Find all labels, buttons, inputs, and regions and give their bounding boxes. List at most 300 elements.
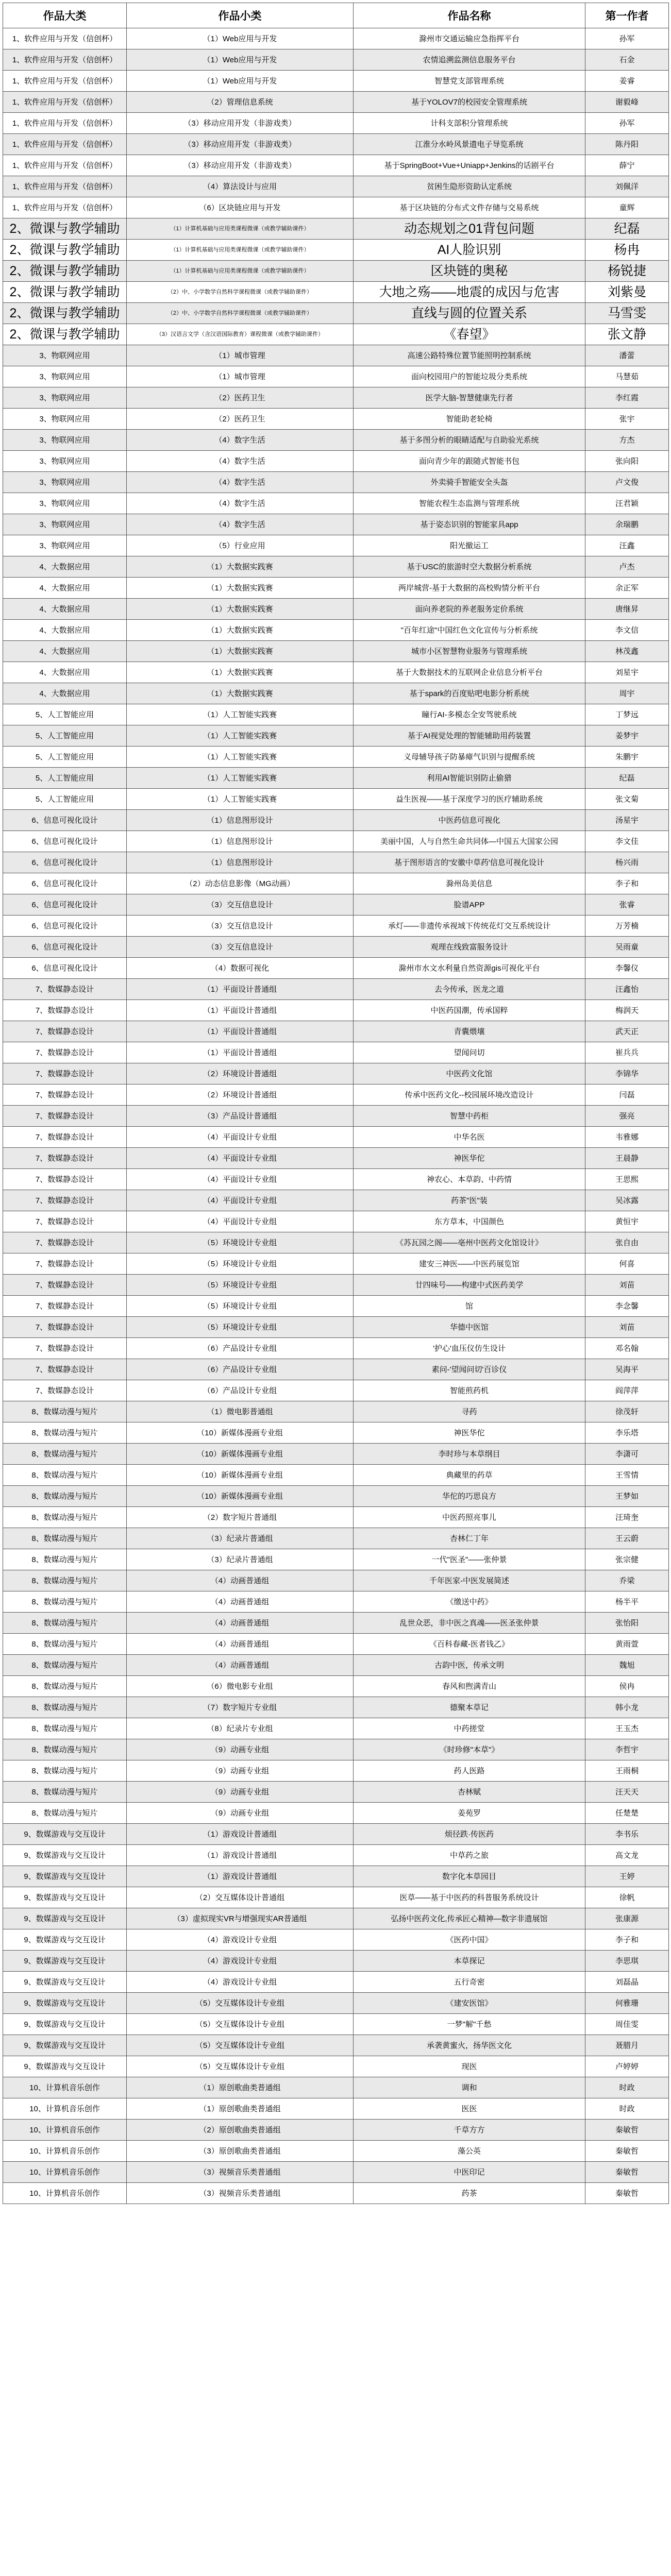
cell-subcategory: （10）新媒体漫画专业组	[127, 1465, 354, 1486]
cell-first-author: 秦敏哲	[585, 2141, 669, 2162]
cell-first-author: 石金	[585, 49, 669, 71]
cell-first-author: 周宇	[585, 683, 669, 704]
cell-category: 7、数媒静态设计	[3, 1148, 127, 1169]
cell-category: 7、数媒静态设计	[3, 1317, 127, 1338]
cell-work-title: 调和	[354, 2077, 585, 2098]
cell-first-author: 李文佳	[585, 831, 669, 852]
table-row	[3, 1253, 669, 1275]
table-row	[3, 1845, 669, 1866]
cell-work-title: 智慧中药柜	[354, 1106, 585, 1127]
table-row	[3, 1211, 669, 1232]
cell-category: 7、数媒静态设计	[3, 1380, 127, 1401]
table-row	[3, 894, 669, 916]
cell-first-author: 杨半平	[585, 1591, 669, 1613]
table-row	[3, 1972, 669, 1993]
table-row	[3, 2162, 669, 2183]
cell-subcategory: （3）纪录片普通组	[127, 1528, 354, 1549]
table-row	[3, 599, 669, 620]
cell-work-title: 《医药中国》	[354, 1929, 585, 1951]
cell-work-title: 建安三神医——中医药展览馆	[354, 1253, 585, 1275]
cell-category: 7、数媒静态设计	[3, 1211, 127, 1232]
cell-subcategory: （1）原创歌曲类普通组	[127, 2077, 354, 2098]
cell-work-title: 神医华佗	[354, 1422, 585, 1444]
cell-category: 7、数媒静态设计	[3, 1275, 127, 1296]
cell-work-title: 古韵中医，传承文明	[354, 1655, 585, 1676]
table-row	[3, 725, 669, 747]
cell-category: 7、数媒静态设计	[3, 1169, 127, 1190]
cell-category: 9、数媒游戏与交互设计	[3, 2056, 127, 2077]
cell-subcategory: （2）数字短片普通组	[127, 1507, 354, 1528]
cell-category: 4、大数据应用	[3, 620, 127, 641]
table-row	[3, 1169, 669, 1190]
cell-category: 3、物联网应用	[3, 451, 127, 472]
cell-work-title: 面向校园用户的智能垃圾分类系统	[354, 366, 585, 387]
cell-category: 8、数媒动漫与短片	[3, 1718, 127, 1739]
cell-category: 8、数媒动漫与短片	[3, 1422, 127, 1444]
table-row	[3, 620, 669, 641]
cell-category: 1、软件应用与开发（信创杯）	[3, 134, 127, 155]
cell-work-title: 《春望》	[354, 324, 585, 345]
cell-work-title: 现医	[354, 2056, 585, 2077]
results-table-wrapper	[3, 3, 669, 2204]
cell-work-title: 药人医路	[354, 1760, 585, 1782]
table-row	[3, 1021, 669, 1042]
cell-subcategory: （2）中、小学数学自然科学课程微课（或教学辅助课件）	[127, 303, 354, 324]
cell-first-author: 张怡阳	[585, 1613, 669, 1634]
table-row	[3, 1084, 669, 1106]
cell-subcategory: （1）平面设计普通组	[127, 1021, 354, 1042]
cell-work-title: 两岸城营-基于大数据的高校购情分析平台	[354, 578, 585, 599]
cell-category: 7、数媒静态设计	[3, 1063, 127, 1084]
cell-subcategory: （3）视频音乐类普通组	[127, 2162, 354, 2183]
header-work-title: 作品名称	[354, 3, 585, 28]
table-row	[3, 155, 669, 176]
cell-subcategory: （4）平面设计专业组	[127, 1211, 354, 1232]
table-row	[3, 1000, 669, 1021]
table-row	[3, 1063, 669, 1084]
cell-work-title: 药茶	[354, 2183, 585, 2204]
cell-subcategory: （3）交互信息设计	[127, 937, 354, 958]
cell-category: 7、数媒静态设计	[3, 979, 127, 1000]
cell-category: 6、信息可视化设计	[3, 916, 127, 937]
cell-category: 9、数媒游戏与交互设计	[3, 2014, 127, 2035]
cell-first-author: 汪琦奎	[585, 1507, 669, 1528]
table-row	[3, 873, 669, 894]
table-row	[3, 578, 669, 599]
cell-subcategory: （4）平面设计专业组	[127, 1190, 354, 1211]
cell-work-title: 智能农程生态监测与管理系统	[354, 493, 585, 514]
cell-first-author: 王雨桐	[585, 1760, 669, 1782]
cell-work-title: 姜苑罗	[354, 1803, 585, 1824]
cell-category: 6、信息可视化设计	[3, 937, 127, 958]
cell-subcategory: （4）平面设计专业组	[127, 1127, 354, 1148]
cell-subcategory: （1）信息图形设计	[127, 852, 354, 873]
cell-category: 8、数媒动漫与短片	[3, 1803, 127, 1824]
cell-first-author: 汪天天	[585, 1782, 669, 1803]
cell-work-title: 基于区块链的分布式文件存储与交易系统	[354, 197, 585, 218]
cell-first-author: 童辉	[585, 197, 669, 218]
cell-category: 1、软件应用与开发（信创杯）	[3, 155, 127, 176]
cell-subcategory: （4）游戏设计专业组	[127, 1972, 354, 1993]
cell-first-author: 刘星宇	[585, 662, 669, 683]
header-subcategory: 作品小类	[127, 3, 354, 28]
cell-first-author: 唐继昇	[585, 599, 669, 620]
cell-category: 4、大数据应用	[3, 599, 127, 620]
cell-first-author: 陈丹阳	[585, 134, 669, 155]
cell-first-author: 徐帆	[585, 1887, 669, 1908]
cell-subcategory: （9）动画专业组	[127, 1760, 354, 1782]
cell-first-author: 刘佩洋	[585, 176, 669, 197]
cell-work-title: 高速公路特殊位置节能照明控制系统	[354, 345, 585, 366]
cell-first-author: 纪磊	[585, 768, 669, 789]
cell-subcategory: （3）移动应用开发（非游戏类）	[127, 155, 354, 176]
cell-category: 9、数媒游戏与交互设计	[3, 1993, 127, 2014]
table-row	[3, 747, 669, 768]
table-row	[3, 1655, 669, 1676]
cell-work-title: 望闻问切	[354, 1042, 585, 1063]
cell-category: 3、物联网应用	[3, 535, 127, 556]
cell-work-title: 中医药信息可视化	[354, 810, 585, 831]
table-header	[3, 3, 669, 28]
cell-work-title: 《建安医馆》	[354, 1993, 585, 2014]
cell-first-author: 李文信	[585, 620, 669, 641]
cell-work-title: 《百科春藏-医者钱乙》	[354, 1634, 585, 1655]
cell-first-author: 李馨仪	[585, 958, 669, 979]
table-row	[3, 282, 669, 303]
table-row	[3, 1613, 669, 1634]
cell-subcategory: （6）产品设计专业组	[127, 1359, 354, 1380]
cell-work-title: 去今传承，医龙之道	[354, 979, 585, 1000]
table-row	[3, 1106, 669, 1127]
cell-first-author: 黄恒宇	[585, 1211, 669, 1232]
cell-work-title: 医医	[354, 2098, 585, 2120]
cell-category: 6、信息可视化设计	[3, 873, 127, 894]
cell-subcategory: （4）平面设计专业组	[127, 1169, 354, 1190]
cell-first-author: 时政	[585, 2098, 669, 2120]
cell-category: 3、物联网应用	[3, 472, 127, 493]
cell-category: 10、计算机音乐创作	[3, 2141, 127, 2162]
cell-category: 10、计算机音乐创作	[3, 2120, 127, 2141]
cell-first-author: 万芳楠	[585, 916, 669, 937]
cell-category: 7、数媒静态设计	[3, 1000, 127, 1021]
table-row	[3, 1803, 669, 1824]
cell-work-title: 面向养老院的养老服务定价系统	[354, 599, 585, 620]
cell-first-author: 潘蕾	[585, 345, 669, 366]
cell-work-title: "百年红途"中国红色文化宣传与分析系统	[354, 620, 585, 641]
cell-category: 1、软件应用与开发（信创杯）	[3, 28, 127, 49]
cell-first-author: 周佳雯	[585, 2014, 669, 2035]
cell-subcategory: （8）纪录片专业组	[127, 1718, 354, 1739]
cell-subcategory: （1）大数据实践赛	[127, 556, 354, 578]
cell-category: 8、数媒动漫与短片	[3, 1697, 127, 1718]
cell-work-title: 中草药之旅	[354, 1845, 585, 1866]
cell-first-author: 强亮	[585, 1106, 669, 1127]
cell-subcategory: （1）Web应用与开发	[127, 49, 354, 71]
cell-first-author: 李锦华	[585, 1063, 669, 1084]
cell-subcategory: （4）平面设计专业组	[127, 1148, 354, 1169]
cell-first-author: 林茂鑫	[585, 641, 669, 662]
cell-work-title: 《缴送中药》	[354, 1591, 585, 1613]
cell-work-title: 传承中医药文化--校园展环境改造设计	[354, 1084, 585, 1106]
cell-subcategory: （5）交互媒体设计专业组	[127, 2056, 354, 2077]
table-row	[3, 1507, 669, 1528]
cell-first-author: 聂腊月	[585, 2035, 669, 2056]
cell-first-author: 张文静	[585, 324, 669, 345]
cell-first-author: 李哲宇	[585, 1739, 669, 1760]
cell-subcategory: （5）行业应用	[127, 535, 354, 556]
table-row	[3, 1338, 669, 1359]
table-row	[3, 1190, 669, 1211]
cell-work-title: 承袭黄蜜火，扬华医文化	[354, 2035, 585, 2056]
cell-work-title: 益生医视——基于深度学习的医疗辅助系统	[354, 789, 585, 810]
table-row	[3, 1232, 669, 1253]
cell-work-title: 华佗的巧思良方	[354, 1486, 585, 1507]
cell-subcategory: （1）大数据实践赛	[127, 620, 354, 641]
cell-first-author: 时政	[585, 2077, 669, 2098]
cell-subcategory: （1）游戏设计普通组	[127, 1824, 354, 1845]
cell-category: 8、数媒动漫与短片	[3, 1486, 127, 1507]
cell-category: 3、物联网应用	[3, 409, 127, 430]
cell-category: 9、数媒游戏与交互设计	[3, 1824, 127, 1845]
cell-first-author: 王云蔚	[585, 1528, 669, 1549]
cell-first-author: 秦敏哲	[585, 2183, 669, 2204]
cell-first-author: 谢毅峰	[585, 92, 669, 113]
cell-category: 7、数媒静态设计	[3, 1021, 127, 1042]
cell-first-author: 卢文俊	[585, 472, 669, 493]
cell-first-author: 孙军	[585, 28, 669, 49]
cell-category: 3、物联网应用	[3, 493, 127, 514]
cell-subcategory: （4）数字生活	[127, 451, 354, 472]
cell-category: 9、数媒游戏与交互设计	[3, 1845, 127, 1866]
cell-work-title: 利用AI智能识别防止偷猎	[354, 768, 585, 789]
cell-subcategory: （3）纪录片普通组	[127, 1549, 354, 1570]
cell-work-title: 智慧党支部管理系统	[354, 71, 585, 92]
cell-category: 8、数媒动漫与短片	[3, 1465, 127, 1486]
cell-subcategory: （10）新媒体漫画专业组	[127, 1422, 354, 1444]
cell-category: 8、数媒动漫与短片	[3, 1739, 127, 1760]
cell-subcategory: （3）原创歌曲类普通组	[127, 2141, 354, 2162]
header-first-author: 第一作者	[585, 3, 669, 28]
table-row	[3, 387, 669, 409]
cell-subcategory: （1）大数据实践赛	[127, 683, 354, 704]
cell-work-title: 千草方方	[354, 2120, 585, 2141]
table-row	[3, 1760, 669, 1782]
cell-work-title: '护心'血压仪仿生设计	[354, 1338, 585, 1359]
cell-work-title: 中医药照亮事儿	[354, 1507, 585, 1528]
table-row	[3, 1887, 669, 1908]
cell-first-author: 王梦如	[585, 1486, 669, 1507]
table-row	[3, 240, 669, 261]
cell-first-author: 朱鹏宇	[585, 747, 669, 768]
cell-subcategory: （3）交互信息设计	[127, 916, 354, 937]
cell-work-title: 基于YOLOV7的校园安全管理系统	[354, 92, 585, 113]
cell-subcategory: （4）算法设计与应用	[127, 176, 354, 197]
cell-category: 8、数媒动漫与短片	[3, 1528, 127, 1549]
cell-first-author: 闫磊	[585, 1084, 669, 1106]
table-row	[3, 92, 669, 113]
cell-work-title: 医学大脑-智慧健康先行者	[354, 387, 585, 409]
cell-subcategory: （2）原创歌曲类普通组	[127, 2120, 354, 2141]
cell-subcategory: （1）人工智能实践赛	[127, 747, 354, 768]
cell-first-author: 任楚楚	[585, 1803, 669, 1824]
cell-category: 9、数媒游戏与交互设计	[3, 1887, 127, 1908]
cell-subcategory: （4）游戏设计专业组	[127, 1951, 354, 1972]
table-row	[3, 1549, 669, 1570]
cell-first-author: 李乐塔	[585, 1422, 669, 1444]
cell-category: 5、人工智能应用	[3, 725, 127, 747]
cell-first-author: 武天正	[585, 1021, 669, 1042]
cell-category: 3、物联网应用	[3, 366, 127, 387]
table-row	[3, 2056, 669, 2077]
cell-category: 7、数媒静态设计	[3, 1359, 127, 1380]
cell-subcategory: （5）交互媒体设计专业组	[127, 2035, 354, 2056]
cell-subcategory: （4）数字生活	[127, 430, 354, 451]
cell-first-author: 薛宁	[585, 155, 669, 176]
cell-category: 8、数媒动漫与短片	[3, 1655, 127, 1676]
table-row	[3, 641, 669, 662]
cell-category: 5、人工智能应用	[3, 747, 127, 768]
cell-first-author: 李念馨	[585, 1296, 669, 1317]
cell-first-author: 崔兵兵	[585, 1042, 669, 1063]
table-row	[3, 831, 669, 852]
cell-category: 9、数媒游戏与交互设计	[3, 2035, 127, 2056]
cell-first-author: 姜梦宇	[585, 725, 669, 747]
cell-first-author: 刘紫曼	[585, 282, 669, 303]
table-row	[3, 493, 669, 514]
cell-subcategory: （3）移动应用开发（非游戏类）	[127, 134, 354, 155]
cell-work-title: 城市小区智慧物业服务与管理系统	[354, 641, 585, 662]
cell-subcategory: （3）交互信息设计	[127, 894, 354, 916]
table-body	[3, 28, 669, 2204]
cell-category: 3、物联网应用	[3, 430, 127, 451]
cell-subcategory: （6）产品设计专业组	[127, 1380, 354, 1401]
cell-category: 7、数媒静态设计	[3, 1042, 127, 1063]
cell-work-title: 中医药国潮，传承国粹	[354, 1000, 585, 1021]
cell-subcategory: （1）平面设计普通组	[127, 1042, 354, 1063]
cell-work-title: 典藏里的药草	[354, 1465, 585, 1486]
cell-first-author: 刘苗	[585, 1317, 669, 1338]
table-row	[3, 2098, 669, 2120]
cell-work-title: 观理在线致富服务设计	[354, 937, 585, 958]
cell-first-author: 张宗健	[585, 1549, 669, 1570]
cell-work-title: 春风和煦满青山	[354, 1676, 585, 1697]
table-row	[3, 1908, 669, 1929]
cell-category: 4、大数据应用	[3, 662, 127, 683]
cell-subcategory: （2）管理信息系统	[127, 92, 354, 113]
cell-work-title: 本草探记	[354, 1951, 585, 1972]
cell-work-title: 五行奇密	[354, 1972, 585, 1993]
cell-subcategory: （4）数字生活	[127, 493, 354, 514]
table-row	[3, 49, 669, 71]
cell-first-author: 刘磊晶	[585, 1972, 669, 1993]
table-row	[3, 2035, 669, 2056]
cell-category: 8、数媒动漫与短片	[3, 1591, 127, 1613]
cell-first-author: 秦敏哲	[585, 2162, 669, 2183]
cell-subcategory: （6）区块链应用与开发	[127, 197, 354, 218]
cell-subcategory: （5）环境设计专业组	[127, 1232, 354, 1253]
table-row	[3, 218, 669, 240]
table-row	[3, 1444, 669, 1465]
cell-subcategory: （1）信息图形设计	[127, 831, 354, 852]
table-row	[3, 1634, 669, 1655]
table-row	[3, 176, 669, 197]
table-row	[3, 1275, 669, 1296]
table-row	[3, 1739, 669, 1760]
cell-subcategory: （4）动画普通组	[127, 1634, 354, 1655]
cell-work-title: 农情追溯监测信息服务平台	[354, 49, 585, 71]
table-row	[3, 2077, 669, 2098]
table-row	[3, 514, 669, 535]
cell-category: 8、数媒动漫与短片	[3, 1570, 127, 1591]
table-row	[3, 28, 669, 49]
cell-work-title: 德聚本草记	[354, 1697, 585, 1718]
cell-category: 3、物联网应用	[3, 514, 127, 535]
cell-category: 4、大数据应用	[3, 641, 127, 662]
cell-subcategory: （5）环境设计专业组	[127, 1275, 354, 1296]
cell-first-author: 张康源	[585, 1908, 669, 1929]
cell-first-author: 汪鑫	[585, 535, 669, 556]
cell-subcategory: （4）数字生活	[127, 472, 354, 493]
cell-first-author: 杨冉	[585, 240, 669, 261]
cell-work-title: 馆	[354, 1296, 585, 1317]
cell-first-author: 吴雨童	[585, 937, 669, 958]
cell-first-author: 王思熙	[585, 1169, 669, 1190]
cell-first-author: 李子和	[585, 1929, 669, 1951]
cell-first-author: 李子和	[585, 873, 669, 894]
cell-category: 7、数媒静态设计	[3, 1084, 127, 1106]
cell-work-title: 滁州市交通运输应急指挥平台	[354, 28, 585, 49]
cell-subcategory: （4）数据可视化	[127, 958, 354, 979]
cell-work-title: 计科支部积分管理系统	[354, 113, 585, 134]
cell-category: 1、软件应用与开发（信创杯）	[3, 113, 127, 134]
cell-category: 6、信息可视化设计	[3, 810, 127, 831]
table-row	[3, 662, 669, 683]
cell-work-title: 药茶"医"装	[354, 1190, 585, 1211]
cell-work-title: 大地之殇——地震的成因与危害	[354, 282, 585, 303]
cell-work-title: 青囊煨壤	[354, 1021, 585, 1042]
cell-work-title: 美丽中国，人与自然生命共同体—中国五大国家公园	[354, 831, 585, 852]
cell-subcategory: （1）游戏设计普通组	[127, 1845, 354, 1866]
table-row	[3, 409, 669, 430]
table-row	[3, 1127, 669, 1148]
cell-first-author: 李红霞	[585, 387, 669, 409]
cell-work-title: 弘扬中医药文化,传承匠心精神—数字非遗展馆	[354, 1908, 585, 1929]
cell-category: 9、数媒游戏与交互设计	[3, 1972, 127, 1993]
cell-subcategory: （1）平面设计普通组	[127, 979, 354, 1000]
table-row	[3, 1951, 669, 1972]
cell-category: 8、数媒动漫与短片	[3, 1549, 127, 1570]
cell-first-author: 阎萍萍	[585, 1380, 669, 1401]
cell-category: 1、软件应用与开发（信创杯）	[3, 92, 127, 113]
cell-subcategory: （1）微电影普通组	[127, 1401, 354, 1422]
cell-subcategory: （9）动画专业组	[127, 1803, 354, 1824]
cell-subcategory: （1）城市管理	[127, 366, 354, 387]
cell-work-title: 智能煎药机	[354, 1380, 585, 1401]
cell-work-title: 滁州岛美信息	[354, 873, 585, 894]
table-row	[3, 810, 669, 831]
table-row	[3, 979, 669, 1000]
cell-work-title: 承灯——非遗传承视域下传统花灯交互系统设计	[354, 916, 585, 937]
cell-category: 2、微课与教学辅助	[3, 240, 127, 261]
cell-category: 9、数媒游戏与交互设计	[3, 1908, 127, 1929]
cell-subcategory: （9）动画专业组	[127, 1782, 354, 1803]
cell-first-author: 孙军	[585, 113, 669, 134]
cell-first-author: 张文菊	[585, 789, 669, 810]
cell-first-author: 丁梦远	[585, 704, 669, 725]
cell-first-author: 余瑞鹏	[585, 514, 669, 535]
table-row	[3, 535, 669, 556]
table-row	[3, 472, 669, 493]
